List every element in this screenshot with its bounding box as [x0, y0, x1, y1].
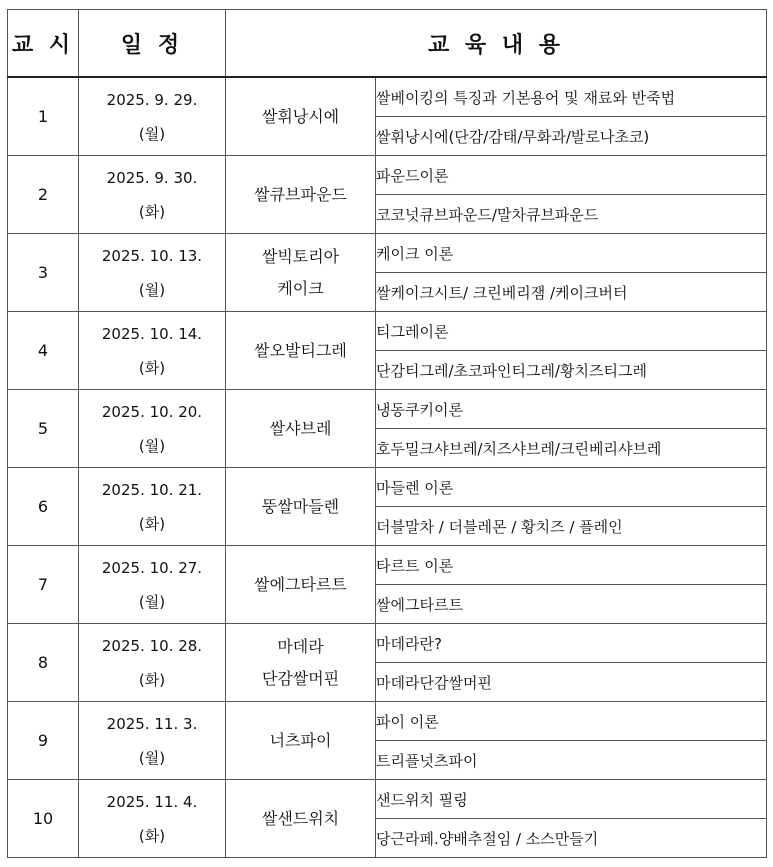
- weekday-text: (월): [138, 280, 166, 299]
- table-row: [8, 468, 767, 507]
- content-item: 쌀케이크시트/ 크린베리잼 /케이크버터: [376, 273, 767, 312]
- period-number: 8: [8, 624, 79, 702]
- content-item: 트리플넛츠파이: [376, 741, 767, 780]
- content-item: 냉동쿠키이론: [376, 390, 767, 429]
- period-number: 10: [8, 780, 79, 858]
- table-row: [8, 77, 767, 117]
- weekday-text: (화): [138, 202, 166, 221]
- table-row: [8, 156, 767, 195]
- session-date: [79, 624, 226, 702]
- content-item: 마데라단감쌀머핀: [376, 663, 767, 702]
- session-title-line: 쌀샌드위치: [261, 808, 340, 828]
- content-item: 단감티그레/초코파인티그레/황치즈티그레: [376, 351, 767, 390]
- weekday-text: (화): [138, 826, 166, 845]
- content-item: 쌀베이킹의 특징과 기본용어 및 재료와 반죽법: [376, 77, 767, 117]
- date-text: 2025. 9. 29.: [106, 90, 198, 109]
- period-number: 3: [8, 234, 79, 312]
- content-item: 당근라페.양배추절임 / 소스만들기: [376, 819, 767, 858]
- content-item: 티그레이론: [376, 312, 767, 351]
- content-item: 파운드이론: [376, 156, 767, 195]
- schedule-body: [8, 77, 767, 858]
- session-title: [226, 77, 376, 156]
- content-item: 쌀에그타르트: [376, 585, 767, 624]
- content-item: 파이 이론: [376, 702, 767, 741]
- content-item: 더블말차 / 더블레몬 / 황치즈 / 플레인: [376, 507, 767, 546]
- session-date: [79, 702, 226, 780]
- period-number: 1: [8, 77, 79, 156]
- session-title-line: 케이크: [277, 278, 324, 298]
- period-number: 9: [8, 702, 79, 780]
- session-title-line: 단감쌀머핀: [261, 668, 340, 688]
- session-date: [79, 546, 226, 624]
- session-date: [79, 156, 226, 234]
- content-item: 마들렌 이론: [376, 468, 767, 507]
- period-number: 5: [8, 390, 79, 468]
- session-title: [226, 312, 376, 390]
- content-item: 타르트 이론: [376, 546, 767, 585]
- session-title-line: 쌀샤브레: [269, 418, 332, 438]
- period-number: 4: [8, 312, 79, 390]
- session-title-line: 쌀빅토리아: [261, 246, 340, 266]
- session-title-line: 쌀큐브파운드: [254, 184, 347, 204]
- session-date: [79, 468, 226, 546]
- session-title: [226, 390, 376, 468]
- period-number: 7: [8, 546, 79, 624]
- header-date: 일 정: [79, 10, 226, 78]
- date-text: 2025. 10. 27.: [101, 558, 203, 577]
- weekday-text: (화): [138, 514, 166, 533]
- table-row: [8, 546, 767, 585]
- session-title-line: 너츠파이: [269, 730, 332, 750]
- weekday-text: (월): [138, 124, 166, 143]
- session-date: [79, 780, 226, 858]
- header-row: [8, 10, 767, 78]
- table-row: [8, 390, 767, 429]
- session-date: [79, 312, 226, 390]
- weekday-text: (월): [138, 592, 166, 611]
- header-period: 교 시: [8, 10, 79, 78]
- date-text: 2025. 9. 30.: [106, 168, 198, 187]
- session-title-line: 마데라: [277, 636, 324, 656]
- date-text: 2025. 10. 14.: [101, 324, 203, 343]
- date-text: 2025. 11. 3.: [106, 714, 198, 733]
- session-title-line: 뚱쌀마들렌: [261, 496, 340, 516]
- weekday-text: (화): [138, 670, 166, 689]
- session-date: [79, 390, 226, 468]
- table-row: [8, 234, 767, 273]
- period-number: 6: [8, 468, 79, 546]
- session-title-line: 쌀에그타르트: [254, 574, 347, 594]
- content-item: 샌드위치 필링: [376, 780, 767, 819]
- session-title: [226, 546, 376, 624]
- date-text: 2025. 10. 13.: [101, 246, 203, 265]
- schedule-table: [7, 9, 767, 858]
- session-title-line: 쌀오발티그레: [254, 340, 347, 360]
- content-item: 케이크 이론: [376, 234, 767, 273]
- session-title: [226, 780, 376, 858]
- content-item: 마데라란?: [376, 624, 767, 663]
- table-row: [8, 624, 767, 663]
- weekday-text: (월): [138, 748, 166, 767]
- session-title: [226, 624, 376, 702]
- session-date: [79, 77, 226, 156]
- header-content: 교 육 내 용: [226, 10, 767, 78]
- period-number: 2: [8, 156, 79, 234]
- content-item: 호두밀크샤브레/치즈샤브레/크린베리샤브레: [376, 429, 767, 468]
- session-title: [226, 468, 376, 546]
- date-text: 2025. 10. 21.: [101, 480, 203, 499]
- weekday-text: (화): [138, 358, 166, 377]
- date-text: 2025. 10. 20.: [101, 402, 203, 421]
- session-date: [79, 234, 226, 312]
- table-row: [8, 312, 767, 351]
- session-title-line: 쌀휘낭시에: [261, 106, 340, 126]
- weekday-text: (월): [138, 436, 166, 455]
- session-title: [226, 234, 376, 312]
- content-item: 쌀휘낭시에(단감/감태/무화과/발로나초코): [376, 117, 767, 156]
- table-row: [8, 702, 767, 741]
- content-item: 코코넛큐브파운드/말차큐브파운드: [376, 195, 767, 234]
- session-title: [226, 702, 376, 780]
- date-text: 2025. 10. 28.: [101, 636, 203, 655]
- date-text: 2025. 11. 4.: [106, 792, 198, 811]
- session-title: [226, 156, 376, 234]
- table-row: [8, 780, 767, 819]
